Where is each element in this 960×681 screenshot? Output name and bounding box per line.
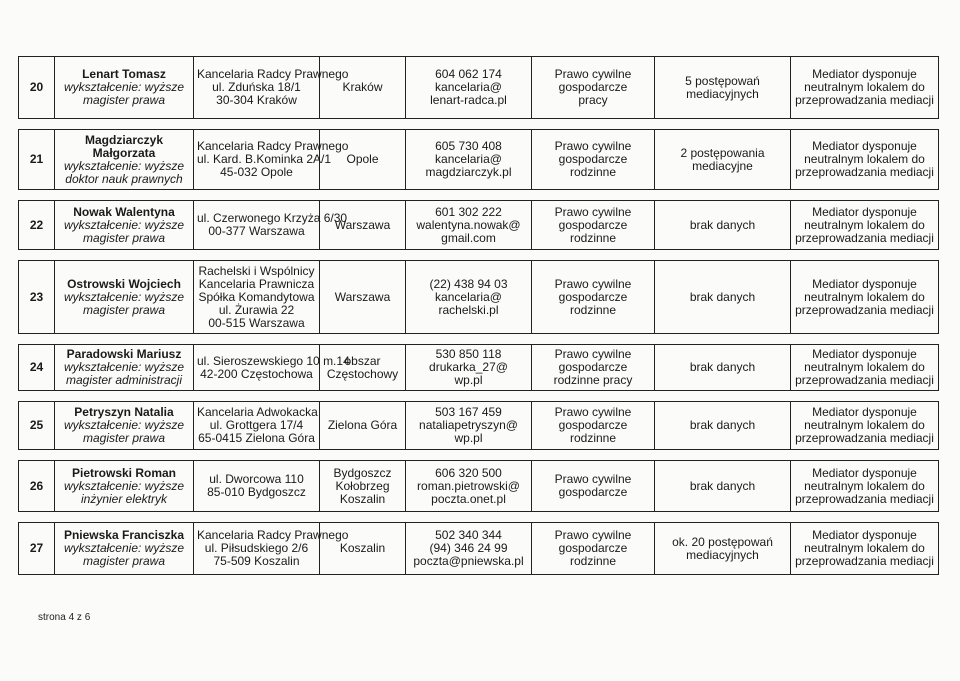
- table-row: [19, 201, 939, 250]
- address-line: ul. Dworcowa 110: [209, 472, 304, 486]
- city-line: Opole: [346, 152, 379, 166]
- specialization-line: gospodarcze: [558, 485, 628, 499]
- remarks-line: neutralnym lokalem do: [804, 418, 925, 432]
- table-row: [19, 461, 939, 512]
- table-row: [19, 57, 939, 119]
- experience-cell: [655, 201, 791, 250]
- specialization-line: rodzinne: [569, 431, 617, 445]
- remarks-line: neutralnym lokalem do: [804, 289, 925, 304]
- contact-line: poczta@pniewska.pl: [413, 554, 524, 568]
- entry-number: 23: [19, 261, 55, 334]
- address-cell: [194, 130, 349, 190]
- contact-line: nataliapetryszyn@: [419, 418, 518, 432]
- specialization-cell: [532, 130, 655, 190]
- specialization-line: rodzinne: [569, 554, 617, 568]
- mediator-qualification: wykształcenie: wyższe: [63, 360, 185, 374]
- contact-line: drukarka_27@: [429, 360, 508, 374]
- entry-number: 21: [19, 130, 55, 190]
- address-line: Kancelaria Adwokacka: [197, 405, 318, 419]
- address-line: Kancelaria Radcy Prawnego: [197, 139, 349, 153]
- experience-line: mediacyjne: [692, 158, 753, 173]
- city-line: Bydgoszcz: [333, 465, 392, 480]
- contact-line: wp.pl: [454, 431, 483, 445]
- mediator-name: Nowak Walentyna: [73, 204, 175, 219]
- contact-cell: [406, 57, 532, 119]
- address-line: Spółka Komandytowa: [198, 289, 315, 304]
- city-line: Warszawa: [334, 217, 391, 232]
- remarks-line: przeprowadzania mediacji: [795, 373, 934, 387]
- remarks-line: neutralnym lokalem do: [804, 360, 925, 374]
- address-line: 75-509 Koszalin: [213, 554, 300, 568]
- row-gap-cell: [19, 334, 939, 345]
- contact-cell: [406, 261, 532, 334]
- remarks-line: Mediator dysponuje: [812, 528, 917, 542]
- row-gap-cell: [19, 512, 939, 523]
- mediator-qualification: magister prawa: [82, 302, 166, 317]
- mediator-name: Pniewska Franciszka: [63, 528, 185, 542]
- remarks-line: neutralnym lokalem do: [804, 80, 925, 94]
- mediator-qualification: magister prawa: [82, 431, 166, 445]
- experience-cell: [655, 130, 791, 190]
- address-line: ul. Sieroszewskiego 10 m.14: [197, 353, 350, 368]
- mediator-name: Petryszyn Natalia: [74, 405, 174, 419]
- contact-line: 605 730 408: [435, 139, 502, 153]
- city-line: Kołobrzeg: [335, 478, 390, 493]
- remarks-line: Mediator dysponuje: [812, 276, 917, 291]
- contact-line: lenart-radca.pl: [430, 93, 507, 107]
- mediator-qualification: wykształcenie: wyższe: [63, 541, 185, 555]
- entry-number: 20: [19, 57, 55, 119]
- mediator-cell: [55, 402, 194, 450]
- specialization-cell: [532, 461, 655, 512]
- contact-cell: [406, 402, 532, 450]
- remarks-line: przeprowadzania mediacji: [795, 230, 934, 245]
- area-cell: [320, 461, 406, 512]
- specialization-line: Prawo cywilne: [554, 67, 632, 81]
- specialization-cell: [532, 523, 655, 575]
- address-cell: [194, 57, 349, 119]
- row-gap-cell: [19, 250, 939, 261]
- specialization-line: gospodarcze: [558, 80, 628, 94]
- contact-line: 530 850 118: [435, 347, 502, 361]
- remarks-line: przeprowadzania mediacji: [795, 554, 934, 568]
- page-number: strona 4 z 6: [38, 612, 91, 623]
- specialization-line: rodzinne: [569, 230, 617, 245]
- address-cell: [194, 201, 348, 250]
- table-row: [19, 523, 939, 575]
- specialization-line: gospodarcze: [558, 541, 628, 555]
- specialization-line: gospodarcze: [558, 152, 628, 166]
- mediator-name: Ostrowski Wojciech: [67, 276, 181, 291]
- specialization-line: gospodarcze: [558, 217, 628, 232]
- mediator-cell: [55, 261, 194, 334]
- mediator-qualification: inżynier elektryk: [80, 491, 168, 506]
- mediator-cell: [55, 523, 194, 575]
- address-line: 00-515 Warszawa: [208, 315, 305, 330]
- mediator-cell: [55, 345, 194, 391]
- address-line: Kancelaria Radcy Prawnego: [197, 67, 349, 81]
- remarks-line: Mediator dysponuje: [812, 405, 917, 419]
- remarks-line: przeprowadzania mediacji: [795, 165, 934, 179]
- row-gap-cell: [19, 119, 939, 130]
- table-body: [19, 57, 939, 575]
- remarks-cell: [791, 130, 939, 190]
- address-cell: [194, 261, 320, 334]
- experience-line: 2 postępowania: [680, 145, 765, 160]
- specialization-cell: [532, 345, 655, 391]
- mediator-qualification: magister prawa: [82, 554, 166, 568]
- contact-line: 503 167 459: [435, 405, 502, 419]
- remarks-line: przeprowadzania mediacji: [795, 302, 934, 317]
- mediator-qualification: wykształcenie: wyższe: [63, 217, 185, 232]
- mediator-qualification: wykształcenie: wyższe: [63, 289, 185, 304]
- mediator-cell: [55, 57, 194, 119]
- experience-line: brak danych: [689, 418, 756, 432]
- area-cell: [320, 345, 406, 391]
- specialization-line: Prawo cywilne: [554, 347, 632, 361]
- address-line: Rachelski i Wspólnicy: [198, 263, 315, 278]
- specialization-line: Prawo cywilne: [554, 139, 632, 153]
- row-gap: [19, 512, 939, 523]
- entry-number: 22: [19, 201, 55, 250]
- experience-cell: [655, 345, 791, 391]
- experience-line: ok. 20 postępowań: [672, 534, 773, 549]
- specialization-line: gospodarcze: [558, 289, 628, 304]
- contact-line: 606 320 500: [435, 465, 502, 480]
- contact-line: wp.pl: [454, 373, 483, 387]
- area-cell: [320, 57, 406, 119]
- address-cell: [194, 345, 350, 391]
- specialization-line: Prawo cywilne: [554, 276, 632, 291]
- address-cell: [194, 402, 320, 450]
- address-line: 00-377 Warszawa: [208, 224, 305, 238]
- row-gap: [19, 391, 939, 402]
- contact-line: 502 340 344: [435, 528, 502, 542]
- address-line: ul. Kard. B.Kominka 2A/1: [197, 152, 332, 166]
- remarks-cell: [791, 461, 939, 512]
- row-gap-cell: [19, 450, 939, 461]
- city-line: Kraków: [342, 80, 383, 94]
- remarks-line: Mediator dysponuje: [812, 204, 917, 219]
- address-line: Kancelaria Prawnicza: [198, 276, 315, 291]
- entry-number: 26: [19, 461, 55, 512]
- entry-number: 25: [19, 402, 55, 450]
- remarks-line: Mediator dysponuje: [812, 67, 917, 81]
- row-gap: [19, 334, 939, 345]
- specialization-line: Prawo cywilne: [554, 528, 632, 542]
- experience-cell: [655, 261, 791, 334]
- table-row: [19, 345, 939, 391]
- mediator-cell: [55, 201, 194, 250]
- specialization-line: Prawo cywilne: [554, 405, 632, 419]
- address-line: ul. Żurawia 22: [218, 302, 295, 317]
- city-line: Zielona Góra: [327, 418, 398, 432]
- row-gap-cell: [19, 190, 939, 201]
- entry-number: 27: [19, 523, 55, 575]
- mediator-qualification: wykształcenie: wyższe: [63, 478, 185, 493]
- contact-line: 604 062 174: [435, 67, 502, 81]
- mediator-qualification: magister administracji: [65, 373, 183, 387]
- specialization-line: rodzinne pracy: [553, 373, 633, 387]
- remarks-line: przeprowadzania mediacji: [795, 93, 934, 107]
- city-line: Częstochowy: [326, 366, 399, 381]
- row-gap: [19, 450, 939, 461]
- contact-cell: [406, 523, 532, 575]
- table-row: [19, 130, 939, 190]
- area-cell: [320, 261, 406, 334]
- row-gap: [19, 119, 939, 130]
- experience-line: brak danych: [689, 217, 756, 232]
- address-line: ul. Grottgera 17/4: [209, 418, 304, 432]
- address-line: 42-200 Częstochowa: [200, 366, 313, 381]
- row-gap: [19, 190, 939, 201]
- remarks-cell: [791, 402, 939, 450]
- remarks-line: neutralnym lokalem do: [804, 152, 925, 166]
- contact-line: roman.pietrowski@: [417, 478, 520, 493]
- remarks-line: neutralnym lokalem do: [804, 217, 925, 232]
- city-line: obszar: [344, 353, 381, 368]
- experience-line: mediacyjnych: [686, 86, 759, 101]
- contact-line: (94) 346 24 99: [429, 541, 508, 555]
- experience-cell: [655, 57, 791, 119]
- remarks-line: neutralnym lokalem do: [804, 541, 925, 555]
- table-row: [19, 261, 939, 334]
- row-gap-cell: [19, 391, 939, 402]
- mediator-name: Lenart Tomasz: [82, 67, 166, 81]
- experience-line: 5 postępowań: [685, 73, 760, 88]
- city-line: Koszalin: [339, 491, 386, 506]
- mediator-qualification: magister prawa: [82, 93, 166, 107]
- experience-line: brak danych: [689, 360, 756, 374]
- contact-cell: [406, 201, 532, 250]
- experience-cell: [655, 402, 791, 450]
- remarks-cell: [791, 345, 939, 391]
- contact-line: magdziarczyk.pl: [425, 165, 512, 179]
- contact-line: 601 302 222: [435, 204, 502, 219]
- table-row: [19, 402, 939, 450]
- contact-cell: [406, 130, 532, 190]
- mediator-qualification: doktor nauk prawnych: [65, 171, 183, 186]
- specialization-cell: [532, 201, 655, 250]
- specialization-line: rodzinne: [569, 302, 617, 317]
- specialization-line: gospodarcze: [558, 418, 628, 432]
- contact-cell: [406, 461, 532, 512]
- specialization-cell: [532, 261, 655, 334]
- city-line: Warszawa: [334, 289, 391, 304]
- remarks-cell: [791, 523, 939, 575]
- address-cell: [194, 523, 349, 575]
- contact-line: rachelski.pl: [438, 302, 499, 317]
- experience-line: mediacyjnych: [686, 547, 759, 562]
- remarks-line: neutralnym lokalem do: [804, 478, 925, 493]
- address-line: ul. Zduńska 18/1: [212, 80, 301, 94]
- contact-line: poczta.onet.pl: [431, 491, 506, 506]
- mediator-qualification: wykształcenie: wyższe: [63, 158, 185, 173]
- mediator-qualification: wykształcenie: wyższe: [63, 418, 185, 432]
- contact-line: gmail.com: [441, 230, 496, 245]
- contact-line: kancelaria@: [435, 152, 502, 166]
- specialization-cell: [532, 402, 655, 450]
- mediator-qualification: magister prawa: [82, 230, 166, 245]
- row-gap: [19, 250, 939, 261]
- remarks-line: Mediator dysponuje: [812, 465, 917, 480]
- experience-cell: [655, 523, 791, 575]
- specialization-line: pracy: [578, 93, 608, 107]
- area-cell: [320, 402, 406, 450]
- mediator-cell: [55, 130, 194, 190]
- remarks-cell: [791, 201, 939, 250]
- specialization-line: Prawo cywilne: [554, 472, 632, 486]
- remarks-cell: [791, 57, 939, 119]
- mediator-cell: [55, 461, 194, 512]
- address-cell: [194, 461, 320, 512]
- address-line: ul. Czerwonego Krzyża 6/30: [197, 211, 348, 225]
- experience-cell: [655, 461, 791, 512]
- address-line: Kancelaria Radcy Prawnego: [197, 528, 349, 542]
- contact-line: (22) 438 94 03: [429, 276, 508, 291]
- mediator-name: Małgorzata: [92, 145, 156, 160]
- address-line: ul. Piłsudskiego 2/6: [204, 541, 309, 555]
- remarks-line: przeprowadzania mediacji: [795, 431, 934, 445]
- entry-number: 24: [19, 345, 55, 391]
- specialization-line: rodzinne: [569, 165, 617, 179]
- address-line: 65-0415 Zielona Góra: [198, 431, 315, 445]
- mediators-table: [18, 56, 939, 575]
- area-cell: [320, 201, 406, 250]
- contact-line: walentyna.nowak@: [416, 217, 521, 232]
- remarks-line: Mediator dysponuje: [812, 347, 917, 361]
- contact-cell: [406, 345, 532, 391]
- city-line: Koszalin: [339, 541, 386, 555]
- mediator-name: Paradowski Mariusz: [66, 347, 182, 361]
- specialization-cell: [532, 57, 655, 119]
- address-line: 45-032 Opole: [220, 165, 293, 179]
- experience-line: brak danych: [689, 478, 756, 493]
- address-line: 30-304 Kraków: [216, 93, 297, 107]
- address-line: 85-010 Bydgoszcz: [207, 485, 306, 499]
- mediator-name: Pietrowski Roman: [71, 465, 177, 480]
- mediator-qualification: wykształcenie: wyższe: [63, 80, 185, 94]
- contact-line: kancelaria@: [435, 289, 502, 304]
- specialization-line: Prawo cywilne: [554, 204, 632, 219]
- remarks-cell: [791, 261, 939, 334]
- contact-line: kancelaria@: [435, 80, 502, 94]
- experience-line: brak danych: [689, 289, 756, 304]
- mediator-name: Magdziarczyk: [84, 132, 164, 147]
- remarks-line: przeprowadzania mediacji: [795, 491, 934, 506]
- remarks-line: Mediator dysponuje: [812, 139, 917, 153]
- specialization-line: gospodarcze: [558, 360, 628, 374]
